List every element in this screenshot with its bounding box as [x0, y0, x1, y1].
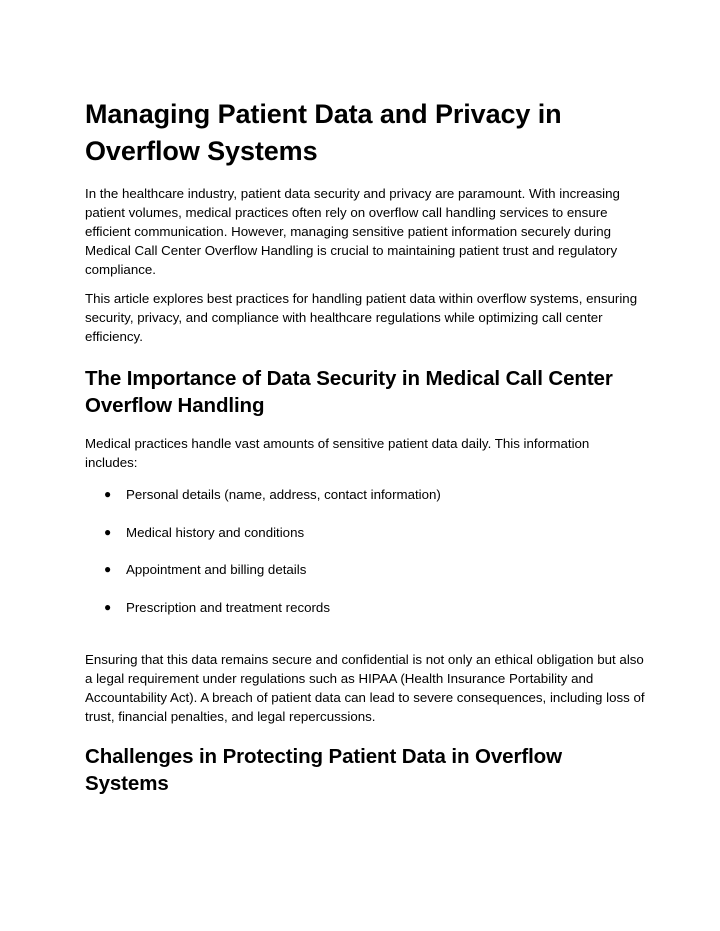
list-item-text: Personal details (name, address, contact information) [126, 487, 441, 502]
bullet-list [85, 485, 645, 617]
intro-paragraph: This article explores best practices for handling patient data within overflow systems, ensuring security, privacy, and compliance with healthcare regulations while optimizing call center efficiency. [85, 291, 638, 344]
list-item [85, 598, 645, 617]
list-item [85, 560, 645, 579]
intro-paragraph: In the healthcare industry, patient data security and privacy are paramount. With increasing patient volumes, medical practices often rely on overflow call handling services to ensure efficient communication. However, managing sensitive patient information securely during Medical Call Center Overflow Handling is crucial to maintaining patient trust and regulatory compliance. [85, 186, 620, 277]
list-item-text: Appointment and billing details [126, 562, 307, 577]
list-item [85, 523, 645, 542]
list-item-text: Prescription and treatment records [126, 599, 330, 615]
list-item [85, 485, 645, 504]
section-paragraph: Medical practices handle vast amounts of sensitive patient data daily. This information includes: [85, 436, 590, 470]
section-heading: The Importance of Data Security in Medical Call Center Overflow Handling [85, 367, 613, 417]
page-title: Managing Patient Data and Privacy in Overflow Systems [85, 99, 562, 166]
list-item-text: Medical history and conditions [126, 524, 305, 540]
bullet-icon: ● [104, 487, 112, 501]
bullet-icon: ● [104, 562, 112, 576]
section-heading: Challenges in Protecting Patient Data in Overflow Systems [85, 744, 562, 795]
document-page [85, 96, 645, 797]
bullet-icon: ● [104, 524, 112, 539]
bullet-icon: ● [104, 599, 112, 614]
section-paragraph: Ensuring that this data remains secure and confidential is not only an ethical obligation but also a legal requirement under regulations such as HIPAA (Health Insurance Portability and Accountability Act). A breach of patient data can lead to severe consequences, including loss of trust, financial penalties, and legal repercussions. [85, 651, 645, 724]
